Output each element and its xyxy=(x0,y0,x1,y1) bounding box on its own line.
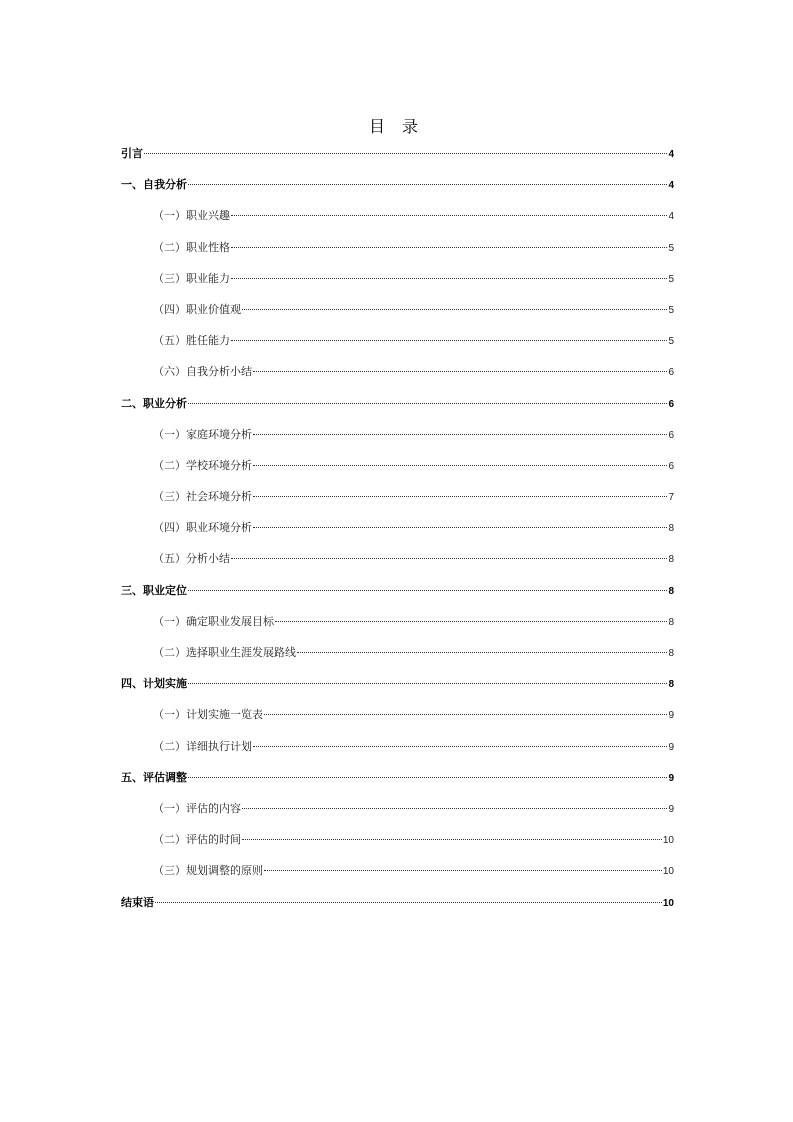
toc-dot-leader xyxy=(242,839,662,840)
toc-dot-leader xyxy=(275,621,667,622)
toc-entry-label: （六）自我分析小结 xyxy=(153,365,252,379)
toc-entry-label: （二）职业性格 xyxy=(153,240,230,254)
toc-chapter-entry[interactable] xyxy=(121,767,674,798)
toc-entry-label: （三）规划调整的原则 xyxy=(153,864,263,878)
toc-dot-leader xyxy=(231,340,667,341)
toc-entry-label: 一、自我分析 xyxy=(121,178,187,192)
toc-page-number: 5 xyxy=(668,336,674,348)
toc-entry-label: 三、职业定位 xyxy=(121,583,187,597)
toc-entry-label: （二）评估的时间 xyxy=(153,833,241,847)
toc-page-number: 5 xyxy=(668,242,674,254)
toc-title: 目 录 xyxy=(368,117,425,136)
toc-dot-leader xyxy=(253,434,667,435)
toc-page-number: 6 xyxy=(668,367,674,379)
toc-page-number: 9 xyxy=(668,803,674,815)
toc-dot-leader xyxy=(253,496,667,497)
toc-entry-label: （二）详细执行计划 xyxy=(153,739,252,753)
toc-entry-label: （二）学校环境分析 xyxy=(153,458,252,472)
toc-dot-leader xyxy=(155,902,662,903)
toc-page-number: 5 xyxy=(668,304,674,316)
toc-entry-label: （四）职业价值观 xyxy=(153,302,241,316)
toc-dot-leader xyxy=(231,278,667,279)
toc-section-entry[interactable] xyxy=(121,611,674,642)
toc-dot-leader xyxy=(264,870,662,871)
toc-chapter-entry[interactable] xyxy=(121,143,674,174)
toc-entry-label: （一）家庭环境分析 xyxy=(153,427,252,441)
toc-chapter-entry[interactable] xyxy=(121,673,674,704)
toc-entry-label: （一）确定职业发展目标 xyxy=(153,614,274,628)
toc-entry-label: 结束语 xyxy=(121,895,154,909)
toc-section-entry[interactable] xyxy=(121,486,674,517)
toc-entry-label: （五）胜任能力 xyxy=(153,334,230,348)
toc-dot-leader xyxy=(231,247,667,248)
toc-section-entry[interactable] xyxy=(121,205,674,236)
toc-page-number: 10 xyxy=(662,866,674,878)
toc-page-number: 8 xyxy=(668,523,674,535)
toc-page-number: 8 xyxy=(668,679,674,691)
toc-dot-leader xyxy=(253,746,667,747)
toc-section-entry[interactable] xyxy=(121,268,674,299)
toc-page-number: 9 xyxy=(668,772,674,784)
toc-chapter-entry[interactable] xyxy=(121,892,674,923)
toc-section-entry[interactable] xyxy=(121,330,674,361)
toc-section-entry[interactable] xyxy=(121,424,674,455)
toc-page-number: 7 xyxy=(668,492,674,504)
toc-page-number: 4 xyxy=(668,149,674,160)
toc-page-number: 8 xyxy=(668,616,674,628)
toc-dot-leader xyxy=(231,215,667,216)
toc-entry-label: （一）计划实施一览表 xyxy=(153,708,263,722)
toc-entry-label: 二、职业分析 xyxy=(121,396,187,410)
toc-page-number: 6 xyxy=(668,429,674,441)
toc-chapter-entry[interactable] xyxy=(121,393,674,424)
toc-page-number: 9 xyxy=(668,710,674,722)
toc-dot-leader xyxy=(144,153,667,154)
toc-page-number: 5 xyxy=(668,273,674,285)
toc-section-entry[interactable] xyxy=(121,548,674,579)
toc-section-entry[interactable] xyxy=(121,860,674,891)
toc-dot-leader xyxy=(242,309,667,310)
toc-list xyxy=(121,143,674,923)
toc-entry-label: （三）社会环境分析 xyxy=(153,490,252,504)
toc-entry-label: （四）职业环境分析 xyxy=(153,521,252,535)
toc-dot-leader xyxy=(188,184,667,185)
toc-page-number: 10 xyxy=(662,897,674,909)
toc-section-entry[interactable] xyxy=(121,798,674,829)
toc-dot-leader xyxy=(188,590,667,591)
toc-page-number: 6 xyxy=(668,398,674,410)
toc-page-number: 8 xyxy=(668,585,674,597)
toc-page-number: 10 xyxy=(662,835,674,847)
toc-entry-label: （二）选择职业生涯发展路线 xyxy=(153,646,296,659)
toc-section-entry[interactable] xyxy=(121,361,674,392)
toc-page-number: 4 xyxy=(668,180,674,192)
toc-dot-leader xyxy=(253,465,667,466)
toc-dot-leader xyxy=(188,403,667,404)
toc-entry-label: 五、评估调整 xyxy=(121,770,187,784)
toc-dot-leader xyxy=(297,652,667,653)
toc-entry-label: 引言 xyxy=(121,147,143,160)
toc-entry-label: （一）职业兴趣 xyxy=(153,209,230,223)
toc-page-number: 8 xyxy=(668,648,674,659)
toc-section-entry[interactable] xyxy=(121,736,674,767)
toc-section-entry[interactable] xyxy=(121,704,674,735)
toc-dot-leader xyxy=(188,683,667,684)
toc-chapter-entry[interactable] xyxy=(121,580,674,611)
toc-dot-leader xyxy=(253,371,667,372)
toc-section-entry[interactable] xyxy=(121,455,674,486)
toc-section-entry[interactable] xyxy=(121,642,674,673)
toc-page-number: 9 xyxy=(668,741,674,753)
toc-page-number: 4 xyxy=(668,211,674,223)
toc-section-entry[interactable] xyxy=(121,829,674,860)
toc-dot-leader xyxy=(231,558,667,559)
toc-section-entry[interactable] xyxy=(121,237,674,268)
toc-section-entry[interactable] xyxy=(121,517,674,548)
toc-chapter-entry[interactable] xyxy=(121,174,674,205)
toc-entry-label: 四、计划实施 xyxy=(121,677,187,691)
toc-section-entry[interactable] xyxy=(121,299,674,330)
toc-entry-label: （五）分析小结 xyxy=(153,552,230,566)
toc-page-number: 6 xyxy=(668,460,674,472)
toc-entry-label: （三）职业能力 xyxy=(153,271,230,285)
toc-dot-leader xyxy=(253,527,667,528)
toc-dot-leader xyxy=(188,777,667,778)
toc-entry-label: （一）评估的内容 xyxy=(153,801,241,815)
toc-dot-leader xyxy=(242,808,667,809)
toc-page-number: 8 xyxy=(668,554,674,566)
toc-dot-leader xyxy=(264,714,667,715)
